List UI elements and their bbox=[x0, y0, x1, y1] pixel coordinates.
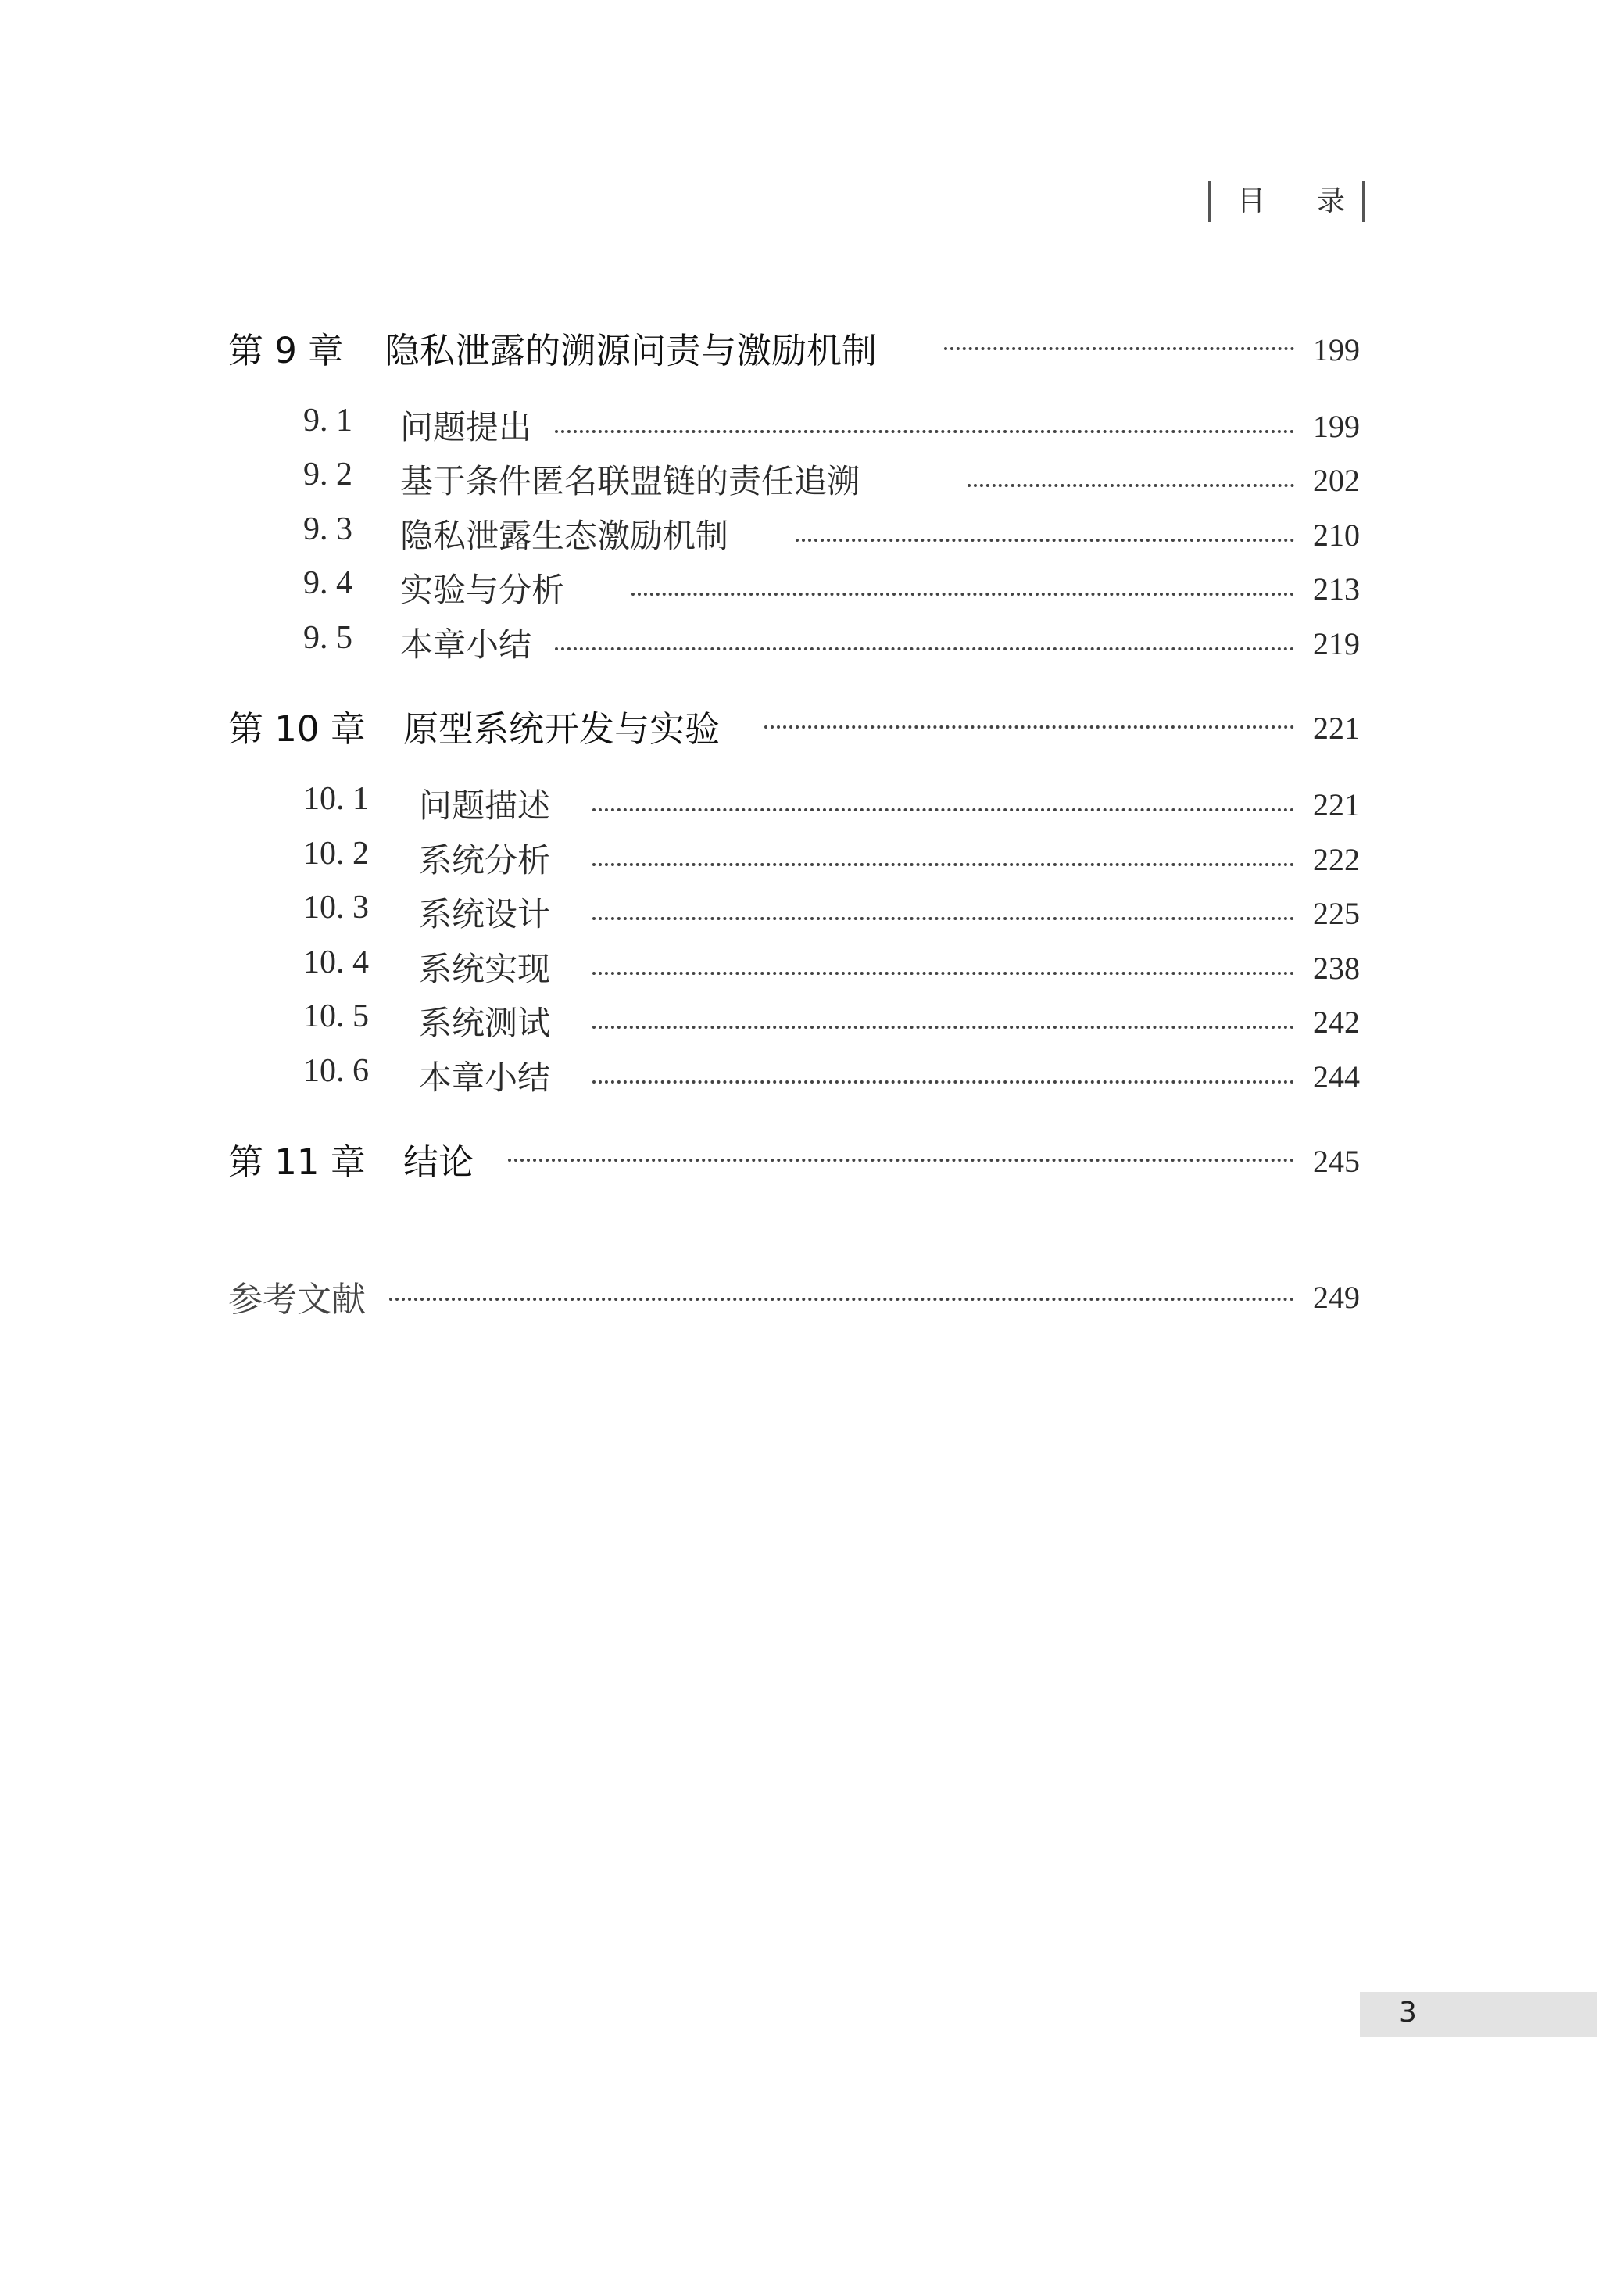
toc-section-number: 10. 5 bbox=[303, 998, 369, 1034]
toc-leader-dots bbox=[764, 725, 1294, 729]
toc-references[interactable] bbox=[0, 1271, 1624, 1318]
toc-leader-dots bbox=[631, 593, 1294, 596]
toc-chapter-number: 第 11 章 bbox=[228, 1141, 366, 1183]
toc-page-number: 249 bbox=[1313, 1280, 1360, 1315]
toc-section-title: 系统分析 bbox=[419, 841, 551, 879]
toc-page-number: 238 bbox=[1313, 951, 1360, 986]
toc-page-number: 221 bbox=[1313, 711, 1360, 746]
toc-section-title: 隐私泄露生态激励机制 bbox=[400, 517, 729, 555]
toc-chapter-number: 第 9 章 bbox=[228, 330, 344, 371]
toc-chapter-title: 结论 bbox=[403, 1141, 474, 1183]
toc-leader-dots bbox=[508, 1159, 1294, 1162]
toc-section-10-5[interactable] bbox=[0, 998, 1624, 1044]
toc-section-number: 9. 2 bbox=[303, 457, 352, 493]
toc-leader-dots bbox=[592, 972, 1294, 975]
toc-leader-dots bbox=[796, 539, 1294, 542]
header-char-lu: 录 bbox=[1316, 185, 1345, 217]
toc-leader-dots bbox=[555, 647, 1294, 650]
toc-section-10-4[interactable] bbox=[0, 944, 1624, 990]
toc-section-number: 10. 1 bbox=[303, 781, 369, 817]
toc-section-title: 系统实现 bbox=[419, 950, 551, 988]
toc-section-9-1[interactable] bbox=[0, 402, 1624, 449]
toc-section-title: 本章小结 bbox=[400, 625, 532, 664]
toc-leader-dots bbox=[592, 1080, 1294, 1084]
toc-page-number: 202 bbox=[1313, 463, 1360, 498]
toc-section-number: 10. 3 bbox=[303, 890, 369, 926]
page-number: 3 bbox=[1399, 1997, 1417, 2029]
toc-section-9-4[interactable] bbox=[0, 564, 1624, 611]
toc-page-number: 244 bbox=[1313, 1059, 1360, 1094]
toc-section-number: 10. 6 bbox=[303, 1053, 369, 1089]
toc-page-number: 219 bbox=[1313, 626, 1360, 661]
toc-page-number: 210 bbox=[1313, 518, 1360, 553]
toc-section-title: 基于条件匿名联盟链的责任追溯 bbox=[400, 462, 860, 500]
toc-section-10-6[interactable] bbox=[0, 1052, 1624, 1099]
toc-page-number: 225 bbox=[1313, 896, 1360, 931]
toc-leader-dots bbox=[592, 808, 1294, 811]
toc-page-number: 199 bbox=[1313, 409, 1360, 444]
header-char-mu: 目 bbox=[1237, 185, 1266, 217]
toc-leader-dots bbox=[592, 917, 1294, 920]
toc-section-number: 10. 2 bbox=[303, 836, 369, 872]
toc-section-number: 9. 3 bbox=[303, 511, 352, 547]
toc-section-title: 系统测试 bbox=[419, 1004, 551, 1042]
toc-leader-dots bbox=[592, 1026, 1294, 1029]
toc-section-title: 系统设计 bbox=[419, 895, 551, 933]
toc-page-number: 199 bbox=[1313, 332, 1360, 367]
toc-section-9-2[interactable] bbox=[0, 456, 1624, 503]
toc-section-9-5[interactable] bbox=[0, 619, 1624, 666]
toc-section-title: 问题描述 bbox=[419, 786, 551, 825]
toc-chapter-10[interactable] bbox=[0, 700, 1624, 750]
toc-leader-dots bbox=[555, 430, 1294, 433]
toc-section-title: 问题提出 bbox=[400, 408, 532, 446]
toc-leader-dots bbox=[389, 1298, 1294, 1301]
toc-chapter-11[interactable] bbox=[0, 1134, 1624, 1183]
page-number-tab bbox=[1360, 1992, 1597, 2037]
toc-leader-dots bbox=[592, 863, 1294, 866]
toc-section-9-3[interactable] bbox=[0, 510, 1624, 557]
toc-section-number: 9. 4 bbox=[303, 565, 352, 601]
toc-chapter-9[interactable] bbox=[0, 322, 1624, 369]
toc-chapter-number: 第 10 章 bbox=[228, 708, 366, 750]
toc-leader-dots bbox=[944, 347, 1294, 350]
toc-chapter-title: 原型系统开发与实验 bbox=[403, 708, 721, 750]
toc-section-number: 10. 4 bbox=[303, 944, 369, 980]
toc-page-number: 221 bbox=[1313, 787, 1360, 822]
toc-page-number: 222 bbox=[1313, 842, 1360, 877]
toc-chapter-title: 隐私泄露的溯源问责与激励机制 bbox=[385, 330, 878, 371]
toc-section-10-1[interactable] bbox=[0, 780, 1624, 827]
toc-leader-dots bbox=[968, 484, 1294, 487]
toc-page-number: 213 bbox=[1313, 571, 1360, 607]
toc-references-title: 参考文献 bbox=[228, 1280, 366, 1320]
toc-section-number: 9. 1 bbox=[303, 403, 352, 439]
toc-section-number: 9. 5 bbox=[303, 620, 352, 656]
toc-section-10-2[interactable] bbox=[0, 835, 1624, 882]
toc-section-10-3[interactable] bbox=[0, 889, 1624, 936]
running-header bbox=[1208, 181, 1365, 222]
toc-page-number: 242 bbox=[1313, 1005, 1360, 1040]
toc-section-title: 实验与分析 bbox=[400, 571, 565, 609]
toc-section-title: 本章小结 bbox=[419, 1058, 551, 1097]
toc-page-number: 245 bbox=[1313, 1144, 1360, 1179]
